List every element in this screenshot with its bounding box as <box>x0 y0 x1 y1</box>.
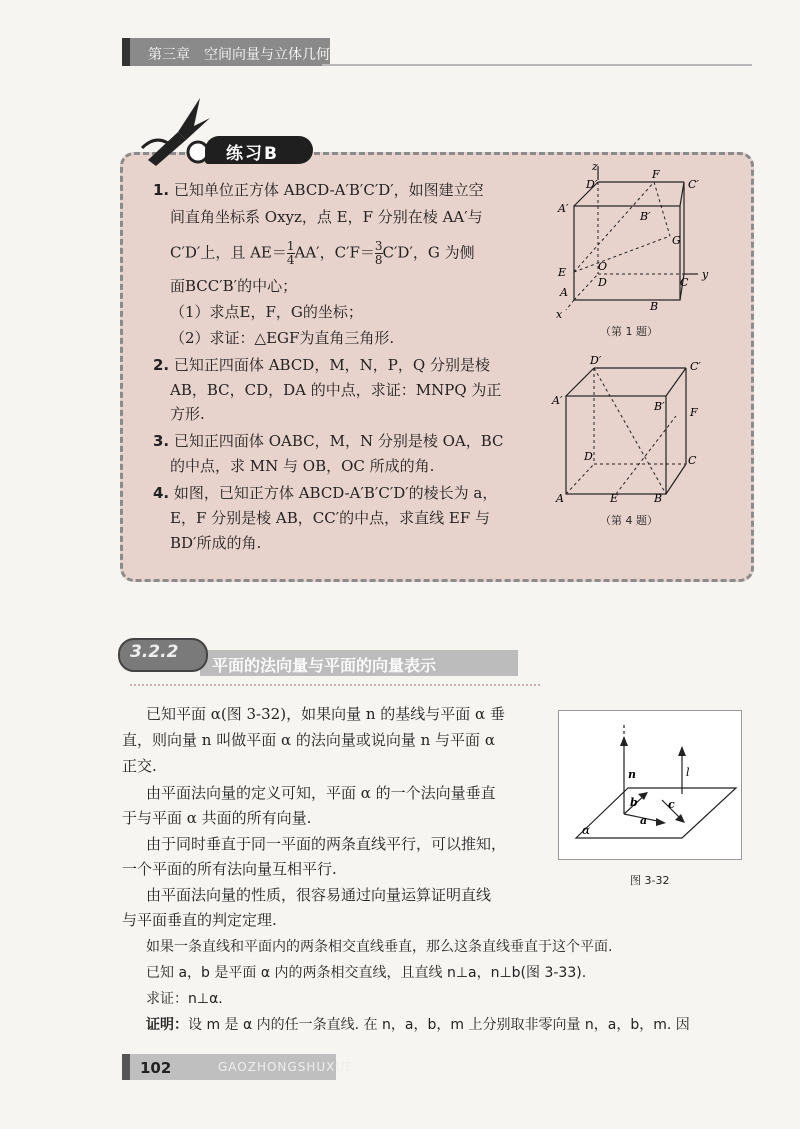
question-1-line-4: 面BCC′B′的中心； <box>170 277 298 295</box>
fraction-1-4 <box>287 240 295 267</box>
paragraph-1-line-1: 已知平面 α(图 3-32)，如果向量 n 的基线与平面 α 垂 <box>146 705 505 723</box>
header-rule <box>322 64 752 66</box>
question-2-line-3: 方形. <box>170 405 205 423</box>
exercise-badge-label: 练习B <box>226 144 279 164</box>
fig1-label-y: y <box>702 268 709 281</box>
fig32-label-n: n <box>628 768 636 781</box>
section-title: 平面的法向量与平面的向量表示 <box>212 656 437 675</box>
fig32-caption: 图 3-32 <box>630 874 670 887</box>
fig1-label-d1: D′ <box>586 178 598 191</box>
page-number: 102 <box>140 1059 172 1077</box>
fig1-label-f: F <box>652 168 660 181</box>
paragraph-3-line-1: 由于同时垂直于同一平面的两条直线平行，可以推知， <box>146 835 507 853</box>
question-2-text-1: 已知正四面体 ABCD，M，N，P，Q 分别是棱 <box>173 356 490 374</box>
fig4-label-e: E <box>610 492 619 504</box>
question-3-line-1 <box>153 431 504 451</box>
question-4-line-2: E，F 分别是棱 AB，CC′的中点，求直线 EF 与 <box>170 509 491 527</box>
prove-statement: 求证：n⊥α. <box>146 991 223 1007</box>
fig1-label-z: z <box>592 160 598 173</box>
section-number: 3.2.2 <box>130 642 179 662</box>
theorem-statement: 如果一条直线和平面内的两条相交直线垂直，那么这条直线垂直于这个平面. <box>146 939 613 955</box>
given-statement: 已知 a，b 是平面 α 内的两条相交直线，且直线 n⊥a，n⊥b(图 3-33). <box>146 965 587 981</box>
question-4-line-3: BD′所成的角. <box>170 534 262 552</box>
fig4-label-c: C <box>688 454 697 467</box>
question-1-line-3 <box>170 240 475 267</box>
paragraph-1-line-2: 直，则向量 n 叫做平面 α 的法向量或说向量 n 与平面 α <box>122 731 495 749</box>
question-1-text-1: 已知单位正方体 ABCD-A′B′C′D′，如图建立空 <box>173 181 484 199</box>
fraction-3-8 <box>375 240 383 267</box>
fig1-label-o: O <box>598 260 608 273</box>
section-divider <box>130 684 540 686</box>
question-1-line-1 <box>153 180 484 200</box>
question-1-text-3c: C′D′，G 为侧 <box>382 243 475 262</box>
fig1-label-d: D <box>598 276 607 289</box>
paragraph-4-line-1: 由平面法向量的性质，很容易通过向量运算证明直线 <box>146 886 492 904</box>
question-2-number: 2. <box>153 356 170 374</box>
paragraph-1-line-3: 正交. <box>122 757 157 775</box>
question-1-text-3b: AA′，C′F＝ <box>294 243 375 262</box>
question-2-line-1 <box>153 355 490 375</box>
fig32-label-b: b <box>630 796 638 809</box>
fig32-label-a: a <box>640 814 648 827</box>
fig1-label-g: G <box>672 234 681 247</box>
question-1-sub-1: （1）求点E，F，G的坐标； <box>170 303 363 321</box>
fig4-label-b1: B′ <box>654 400 665 413</box>
fraction-1-numerator: 1 <box>286 239 295 253</box>
cube-figure-4 <box>550 352 710 504</box>
fig4-label-a1: A′ <box>552 394 563 407</box>
fig1-label-c: C <box>680 276 689 289</box>
fig1-label-b: B <box>650 300 659 313</box>
fig32-label-c: c <box>668 798 675 811</box>
fig1-label-c1: C′ <box>688 178 699 191</box>
question-1-number: 1. <box>153 181 170 199</box>
fraction-2-numerator: 3 <box>374 239 383 253</box>
paragraph-2-line-2: 于与平面 α 共面的所有向量. <box>122 809 312 827</box>
fig1-label-x: x <box>556 308 563 321</box>
fig4-label-f: F <box>690 406 698 419</box>
fig4-caption: （第 4 题） <box>600 514 658 527</box>
question-2-line-2: AB，BC，CD，DA 的中点，求证：MNPQ 为正 <box>170 381 502 399</box>
fig4-label-c1: C′ <box>690 360 701 373</box>
proof-line <box>146 1015 690 1035</box>
fig32-label-alpha: α <box>582 823 591 837</box>
proof-text: 设 m 是 α 内的任一条直线. 在 n，a，b，m 上分别取非零向量 n，a，b，m. 因 <box>188 1017 690 1033</box>
fig1-label-b1: B′ <box>640 210 651 223</box>
question-3-line-2: 的中点，求 MN 与 OB，OC 所成的角. <box>170 457 435 475</box>
fraction-2-denominator: 8 <box>374 253 383 267</box>
footer-watermark: GAOZHONGSHUXUE <box>218 1060 354 1074</box>
paragraph-4-line-2: 与平面垂直的判定定理. <box>122 911 277 929</box>
fig4-label-a: A <box>556 492 564 504</box>
fig1-label-a: A <box>560 286 568 299</box>
proof-label: 证明： <box>146 1017 188 1033</box>
fig4-label-b: B <box>654 492 663 504</box>
fig4-label-d: D <box>584 450 593 463</box>
fraction-1-denominator: 4 <box>286 253 295 267</box>
fig1-caption: （第 1 题） <box>600 325 658 338</box>
chapter-title: 第三章 空间向量与立体几何 <box>148 47 330 63</box>
paragraph-2-line-1: 由平面法向量的定义可知，平面 α 的一个法向量垂直 <box>146 784 496 802</box>
paragraph-3-line-2: 一个平面的所有法向量互相平行. <box>122 860 337 878</box>
question-4-text-1: 如图，已知正方体 ABCD-A′B′C′D′的棱长为 a， <box>173 484 498 502</box>
fig32-label-l: l <box>686 766 690 779</box>
figure-3-32 <box>558 710 742 860</box>
question-3-number: 3. <box>153 432 170 450</box>
question-3-text-1: 已知正四面体 OABC，M，N 分别是棱 OA，BC <box>173 432 504 450</box>
question-1-line-2: 间直角坐标系 Oxyz，点 E，F 分别在棱 AA′与 <box>170 208 483 226</box>
cube-figure-1 <box>548 160 720 322</box>
question-1-sub-2: （2）求证：△EGF为直角三角形. <box>170 329 395 347</box>
fig1-label-a1: A′ <box>558 202 569 215</box>
question-1-text-3: C′D′上，且 AE＝ <box>170 243 287 262</box>
fig1-label-e: E <box>558 266 567 279</box>
fig4-label-d1: D′ <box>590 354 602 367</box>
question-4-line-1 <box>153 483 497 503</box>
question-4-number: 4. <box>153 484 170 502</box>
